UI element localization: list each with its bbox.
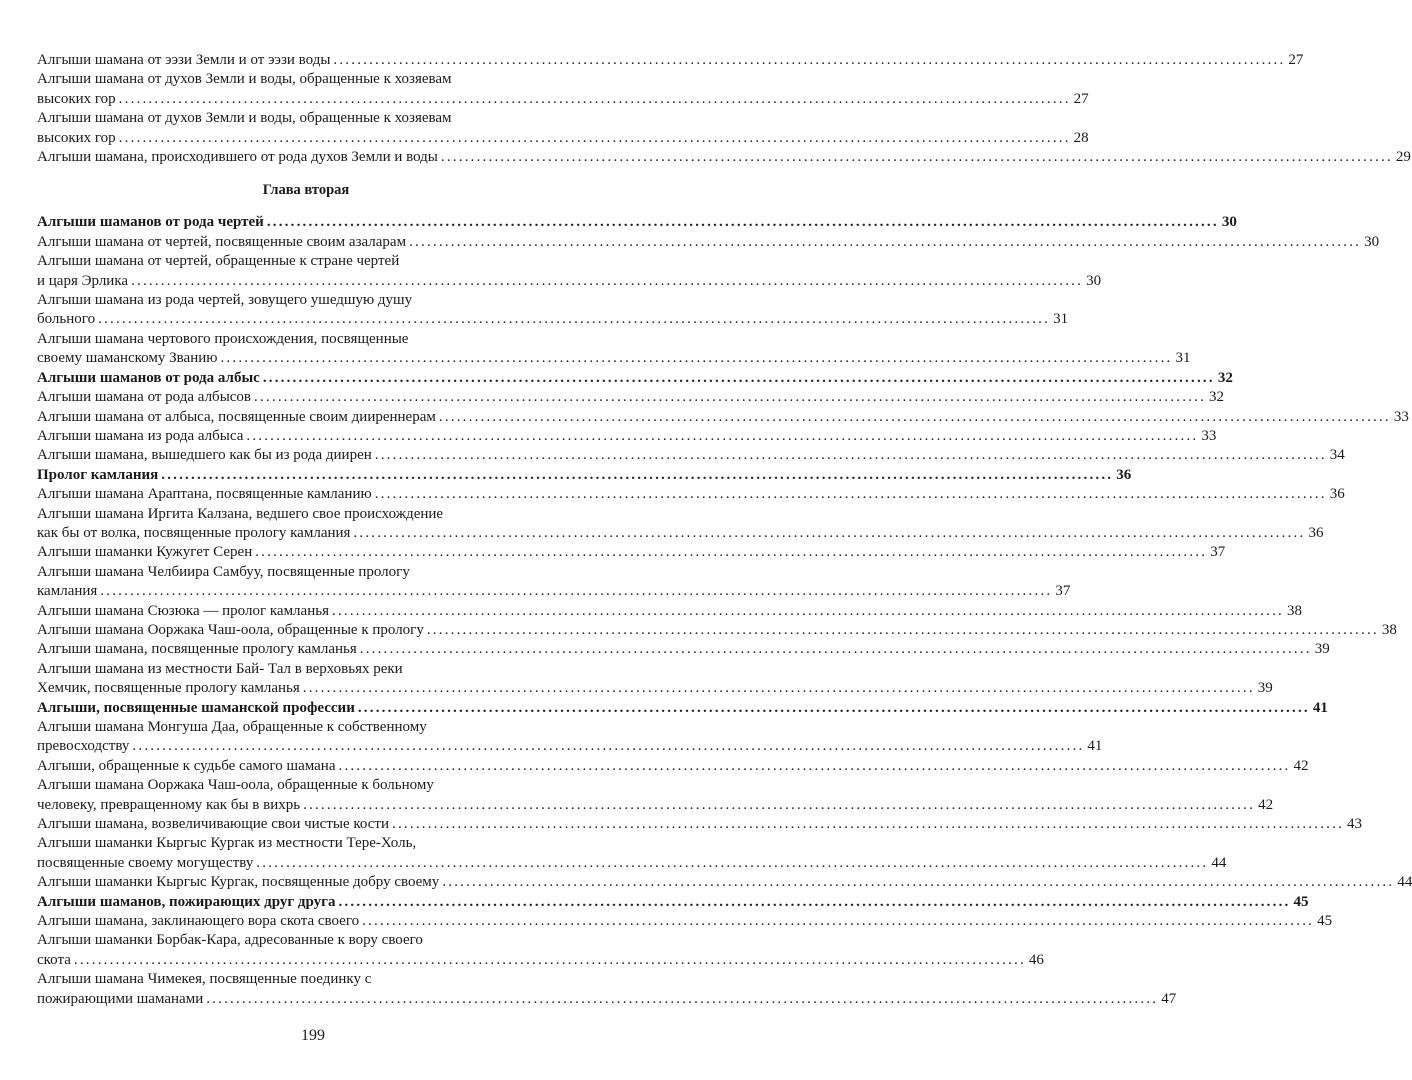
toc-entry-title: Алгыши шамана от ээзи Земли и от ээзи воды — [37, 52, 331, 68]
toc-entry-title: Алгыши шамана Чимекея, посвященные поединку с — [37, 971, 372, 988]
toc-entry-title: Алгыши шамана от рода албысов — [37, 389, 252, 406]
dot-leader: ................................................................................................................................................................ — [220, 350, 1173, 367]
dot-leader: ................................................................................................................................................................ — [303, 796, 1256, 813]
toc-entry-title: Алгыши шамана из местности Бай- Тал в верховьях реки — [37, 660, 403, 677]
toc-entry-title: Алгыши шамана от духов Земли и воды, обращенные к хозяевам — [37, 71, 452, 88]
toc-entry-title: Алгыши шамана, вышедшего как бы из рода диирен — [37, 447, 372, 464]
toc-page-number: 30 — [1086, 272, 1102, 289]
toc-entry-line — [37, 408, 1409, 427]
toc-entry-title: высоких гор — [37, 90, 116, 107]
toc-entry-title: Алгыши шамана чертового происхождения, посвященные — [37, 330, 409, 347]
toc-entry[interactable] — [37, 233, 1380, 252]
toc-entry[interactable] — [37, 388, 1225, 407]
dot-leader: ................................................................................................................................................................ — [118, 90, 1071, 107]
toc-entry-line — [37, 505, 575, 524]
toc-page-number: 44 — [1397, 874, 1412, 891]
toc-entry-line — [37, 388, 1225, 407]
dot-leader: ................................................................................................................................................................ — [73, 951, 1026, 968]
toc-entry-line — [37, 718, 575, 737]
toc-page-number: 30 — [1364, 233, 1380, 250]
toc-entry[interactable] — [37, 485, 1345, 504]
toc-page-number: 27 — [1073, 90, 1089, 107]
toc-entry-title: превосходству — [37, 738, 130, 755]
toc-entry[interactable] — [37, 505, 1324, 544]
chapter-heading: Глава вторая — [262, 182, 350, 199]
toc-entry-line — [37, 776, 575, 795]
dot-leader: ................................................................................................................................................................ — [333, 52, 1286, 68]
toc-entry[interactable] — [37, 718, 1103, 757]
toc-page-number: 36 — [1116, 466, 1132, 483]
dot-leader: ................................................................................................................................................................ — [338, 893, 1291, 910]
toc-entry[interactable] — [37, 427, 1217, 446]
toc-entry-title: Алгыши шамана из рода чертей, зовущего ушедшую душу — [37, 292, 413, 309]
toc-entry-title: Алгыши шамана, посвященные прологу камланья — [37, 641, 357, 658]
toc-entry-title: Пролог камлания — [37, 466, 159, 483]
dot-leader: ................................................................................................................................................................ — [353, 524, 1306, 541]
dot-leader: ................................................................................................................................................................ — [254, 389, 1207, 406]
toc-entry[interactable] — [37, 834, 1227, 873]
dot-leader: ................................................................................................................................................................ — [442, 874, 1395, 891]
page-number: 199 — [301, 1027, 325, 1044]
toc-page-number: 31 — [1175, 350, 1191, 367]
toc-page-number: 37 — [1210, 544, 1226, 561]
toc-entry-title: как бы от волка, посвященные прологу камлания — [37, 524, 351, 541]
toc-page-number: 29 — [1395, 149, 1411, 166]
toc-entry-line — [37, 485, 1345, 504]
dot-leader: ................................................................................................................................................................ — [357, 699, 1310, 716]
dot-leader: ................................................................................................................................................................ — [374, 486, 1327, 503]
toc-entry-title: Алгыши шамана Челбиира Самбуу, посвященные прологу — [37, 563, 410, 580]
toc-entry[interactable] — [37, 757, 1309, 776]
toc-entry-line — [37, 640, 1330, 659]
toc-entry-title: больного — [37, 311, 96, 328]
dot-leader: ................................................................................................................................................................ — [438, 408, 1391, 425]
toc-entry-title: Алгыши шамана, заклинающего вора скота своего — [37, 913, 360, 930]
toc-entry-line — [37, 893, 1309, 912]
toc-entry[interactable] — [37, 148, 1411, 167]
toc-entry-line — [37, 699, 1328, 718]
toc-entry[interactable] — [37, 621, 1397, 640]
toc-entry-line — [37, 427, 1217, 446]
toc-entry-title: Алгыши шаманки Кужугет Серен — [37, 544, 253, 561]
toc-entry-line — [37, 679, 1273, 698]
dot-leader: ................................................................................................................................................................ — [100, 583, 1053, 600]
toc-page-number: 42 — [1258, 796, 1274, 813]
dot-leader: ................................................................................................................................................................ — [362, 913, 1315, 930]
toc-entry-line — [37, 931, 575, 950]
dot-leader: ................................................................................................................................................................ — [338, 757, 1291, 774]
dot-leader: ................................................................................................................................................................ — [132, 738, 1085, 755]
toc-entry-title: Алгыши шамана от духов Земли и воды, обращенные к хозяевам — [37, 110, 452, 127]
dot-leader: ................................................................................................................................................................ — [206, 990, 1159, 1007]
dot-leader: ................................................................................................................................................................ — [426, 621, 1379, 638]
toc-entry[interactable] — [37, 213, 1237, 232]
dot-leader: ................................................................................................................................................................ — [440, 149, 1393, 166]
toc-entry[interactable] — [37, 543, 1226, 562]
toc-entry[interactable] — [37, 446, 1345, 465]
toc-page-number: 32 — [1209, 389, 1225, 406]
toc-entry-title: Алгыши шамана Сюзюка — пролог камланья — [37, 602, 329, 619]
toc-entry-line — [37, 990, 1177, 1009]
toc-entry[interactable] — [37, 776, 1274, 815]
toc-entry-line — [37, 70, 575, 89]
toc-entry-title: Алгыши шамана Монгуша Даа, обращенные к собственному — [37, 719, 427, 735]
toc-entry-line — [37, 660, 575, 679]
dot-leader: ................................................................................................................................................................ — [392, 816, 1345, 833]
toc-entry-line — [37, 349, 1191, 368]
toc-entry-title: Алгыши шамана, происходившего от рода духов Земли и воды — [37, 149, 438, 166]
toc-entry-title: Алгыши шамана Араптана, посвященные камланию — [37, 486, 372, 503]
toc-entry-title: Алгыши шамана Ооржака Чаш-оола, обращенные к больному — [37, 777, 434, 794]
toc-entry-title: Алгыши, обращенные к судьбе самого шамана — [37, 757, 336, 774]
toc-entry-line — [37, 291, 575, 310]
toc-entry[interactable] — [37, 466, 1132, 485]
dot-leader: ................................................................................................................................................................ — [302, 680, 1255, 697]
toc-entry-line — [37, 796, 1274, 815]
toc-entry-line — [37, 330, 575, 349]
dot-leader: ................................................................................................................................................................ — [255, 544, 1208, 561]
dot-leader: ................................................................................................................................................................ — [256, 854, 1209, 871]
toc-entry-title: Алгыши, посвященные шаманской профессии — [37, 699, 355, 716]
toc-entry-line — [37, 233, 1380, 252]
toc-entry-line — [37, 854, 1227, 873]
toc-entry-line — [37, 524, 1324, 543]
toc-entry-line — [37, 369, 1233, 388]
toc-entry-title: Алгыши шамана Ооржака Чаш-оола, обращенные к прологу — [37, 621, 424, 638]
toc-entry[interactable] — [37, 931, 1044, 970]
toc-entry[interactable] — [37, 640, 1330, 659]
toc-entry-line — [37, 252, 575, 271]
toc-entry-title: Алгыши шаманов от рода чертей — [37, 214, 264, 231]
toc-entry-title: скота — [37, 951, 71, 968]
toc-page-number: 39 — [1257, 680, 1273, 697]
toc-entry-line — [37, 873, 1412, 892]
toc-page-number: 45 — [1317, 913, 1333, 930]
toc-entry-line — [37, 563, 575, 582]
toc-entry-line — [37, 543, 1226, 562]
toc-entry-line — [37, 148, 1411, 167]
toc-page-number: 39 — [1314, 641, 1330, 658]
toc-entry[interactable] — [37, 330, 1191, 369]
toc-entry[interactable] — [37, 369, 1233, 388]
toc-entry-title: Алгыши шаманки Кыргыс Кургак из местности Тере-Холь, — [37, 835, 417, 852]
toc-entry-title: Алгыши шаманов от рода албыс — [37, 369, 260, 386]
toc-entry-title: Алгыши шамана от чертей, посвященные своим азаларам — [37, 233, 407, 250]
toc-entry-line — [37, 272, 1102, 291]
toc-page-number: 27 — [1288, 52, 1304, 68]
toc-entry-line — [37, 213, 1237, 232]
toc-page-number: 43 — [1347, 816, 1363, 833]
toc-page-number: 34 — [1329, 447, 1345, 464]
toc-entry-line — [37, 310, 1069, 329]
toc-entry-line — [37, 757, 1309, 776]
dot-leader: ................................................................................................................................................................ — [246, 427, 1199, 444]
toc-page-number: 31 — [1053, 311, 1069, 328]
toc-entry-title: высоких гор — [37, 129, 116, 146]
dot-leader: ................................................................................................................................................................ — [118, 129, 1071, 146]
toc-page-number: 28 — [1073, 129, 1089, 146]
toc-entry-title: Алгыши шамана от чертей, обращенные к стране чертей — [37, 253, 400, 270]
toc-page-number: 30 — [1221, 214, 1237, 231]
toc-entry[interactable] — [37, 912, 1333, 931]
toc-entry[interactable] — [37, 70, 1089, 109]
toc-entry[interactable] — [37, 660, 1273, 699]
toc-entry-line — [37, 90, 1089, 109]
dot-leader: ................................................................................................................................................................ — [374, 447, 1327, 464]
toc-page-number: 32 — [1217, 369, 1233, 386]
toc-entry-title: человеку, превращенному как бы в вихрь — [37, 796, 301, 813]
toc-entry-title: Алгыши шаманки Кыргыс Кургак, посвященные добру своему — [37, 874, 440, 891]
toc-entry-line — [37, 602, 1302, 621]
toc-entry-title: Алгыши шаманки Борбак-Кара, адресованные к вору своего — [37, 932, 423, 949]
toc-entry-title: посвященные своему могуществу — [37, 854, 254, 871]
toc-page-number: 44 — [1211, 854, 1227, 871]
toc-page-number: 41 — [1087, 738, 1103, 755]
toc-entry[interactable] — [37, 252, 1102, 291]
toc-entry-title: камлания — [37, 583, 98, 600]
toc-page-number: 36 — [1329, 486, 1345, 503]
toc-page-number: 46 — [1028, 951, 1044, 968]
toc-entry-line — [37, 737, 1103, 756]
toc-page-number: 36 — [1308, 524, 1324, 541]
toc-entry-line — [37, 834, 575, 853]
toc-entry[interactable] — [37, 970, 1177, 1009]
toc-entry-title: Алгыши шамана, возвеличивающие свои чистые кости — [37, 816, 390, 833]
toc-entry-line — [37, 582, 1071, 601]
dot-leader: ................................................................................................................................................................ — [409, 233, 1362, 250]
toc-entry-line — [37, 951, 1044, 970]
toc-page-number: 47 — [1161, 990, 1177, 1007]
toc-entry-title: Алгыши шамана из рода албыса — [37, 427, 244, 444]
toc-entry-title: Алгыши шамана Иргита Калзана, ведшего свое происхождение — [37, 505, 444, 522]
dot-leader: ................................................................................................................................................................ — [266, 214, 1219, 231]
toc-entry[interactable] — [37, 291, 1069, 330]
toc-entry-line — [37, 129, 1089, 148]
dot-leader: ................................................................................................................................................................ — [262, 369, 1215, 386]
toc-entry[interactable] — [37, 873, 1412, 892]
toc-entry-line — [37, 912, 1333, 931]
dot-leader: ................................................................................................................................................................ — [331, 602, 1284, 619]
toc-entry-title: Алгыши шамана от албыса, посвященные своим дииреннерам — [37, 408, 436, 425]
toc-page-number: 33 — [1393, 408, 1409, 425]
toc-page-number: 45 — [1293, 893, 1309, 910]
toc-entry[interactable] — [37, 51, 1304, 70]
toc-entry-title: пожирающими шаманами — [37, 990, 204, 1007]
toc-entry[interactable] — [37, 563, 1071, 602]
dot-leader: ................................................................................................................................................................ — [98, 311, 1051, 328]
toc-page-number: 33 — [1201, 427, 1217, 444]
toc-entry[interactable] — [37, 109, 1089, 148]
toc-page-number: 42 — [1293, 757, 1309, 774]
toc-entry-line — [37, 466, 1132, 485]
toc-entry-line — [37, 109, 575, 128]
toc-entry[interactable] — [37, 699, 1328, 718]
toc-page-number: 41 — [1312, 699, 1328, 716]
toc-entry[interactable] — [37, 893, 1309, 912]
toc-entry-line — [37, 621, 1397, 640]
toc-page-number: 38 — [1286, 602, 1302, 619]
toc-entry[interactable] — [37, 408, 1409, 427]
toc-page-number: 38 — [1381, 621, 1397, 638]
toc-entry-title: своему шаманскому Званию — [37, 350, 218, 367]
toc-entry-line — [37, 446, 1345, 465]
toc-entry[interactable] — [37, 815, 1363, 834]
toc-entry-line — [37, 51, 1304, 70]
toc-entry[interactable] — [37, 602, 1302, 621]
dot-leader: ................................................................................................................................................................ — [359, 641, 1312, 658]
toc-entry-line — [37, 970, 575, 989]
toc-entry-title: Хемчик, посвященные прологу камланья — [37, 680, 300, 697]
dot-leader: ................................................................................................................................................................ — [131, 272, 1084, 289]
table-of-contents — [37, 51, 1412, 1009]
toc-entry-line — [37, 815, 1363, 834]
toc-entry-title: и царя Эрлика — [37, 272, 129, 289]
toc-page-number: 37 — [1055, 583, 1071, 600]
toc-entry-title: Алгыши шаманов, пожирающих друг друга — [37, 893, 336, 910]
dot-leader: ................................................................................................................................................................ — [161, 466, 1114, 483]
